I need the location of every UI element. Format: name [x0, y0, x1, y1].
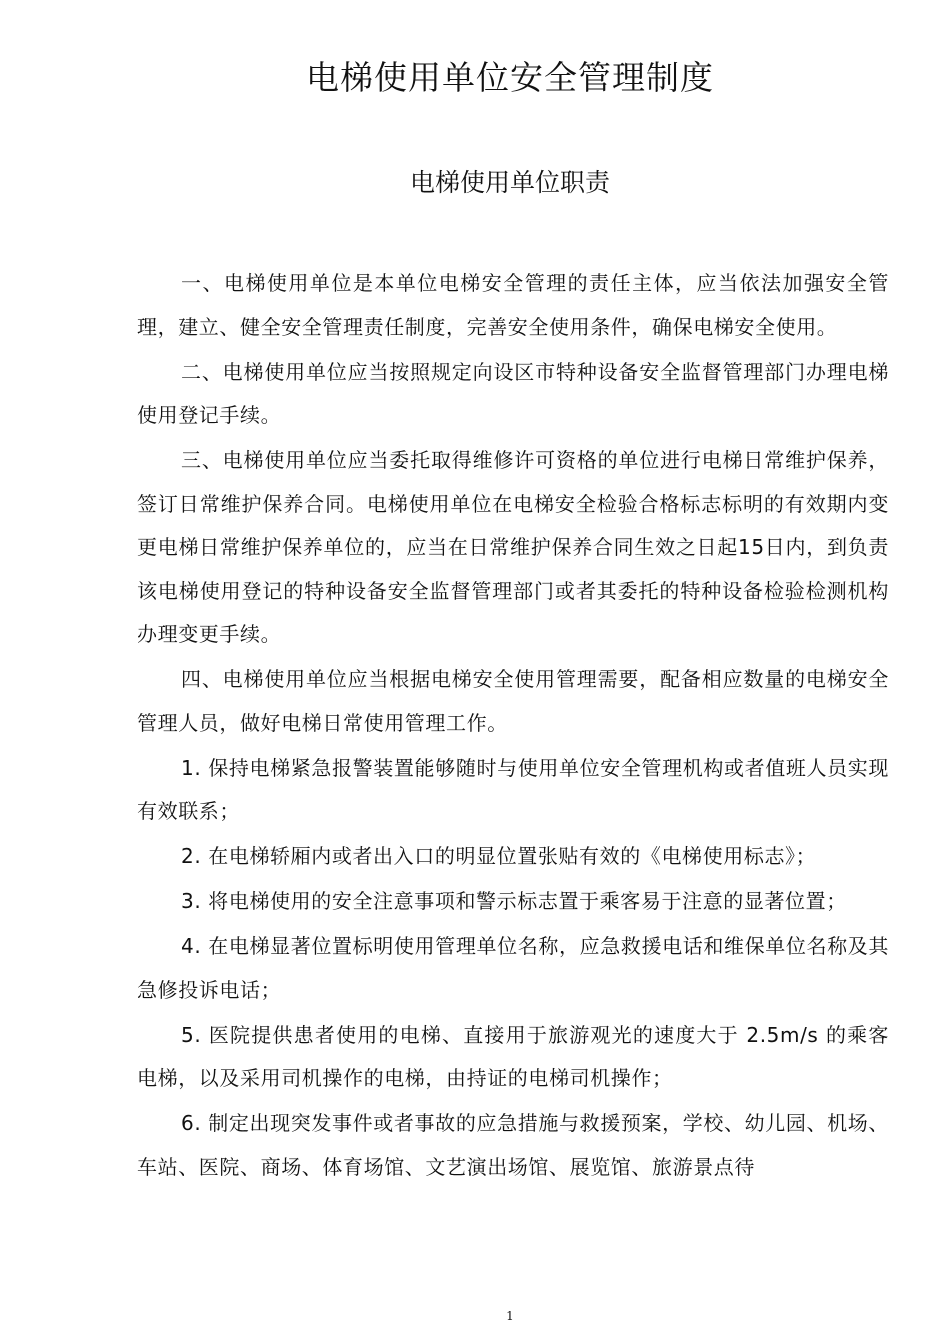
- document-title: 电梯使用单位安全管理制度: [306, 58, 714, 97]
- paragraph-2: 二、电梯使用单位应当按照规定向设区市特种设备安全监督管理部门办理电梯使用登记手续。: [137, 359, 889, 427]
- paragraph-3: 三、电梯使用单位应当委托取得维修许可资格的单位进行电梯日常维护保养，签订日常维护保养合同。电梯使用单位在电梯安全检验合格标志标明的有效期内变更电梯日常维护保养单位的，应当在日常维护保养合同生效之日起15日内，到负责该电梯使用登记的特种设备安全监督管理部门或者其委托的特种设备检验检测机构办理变更手续。: [137, 448, 889, 646]
- list-item-3: 3. 将电梯使用的安全注意事项和警示标志置于乘客易于注意的显著位置；: [181, 889, 847, 913]
- list-item-4: 4. 在电梯显著位置标明使用管理单位名称，应急救援电话和维保单位名称及其急修投诉电话；: [137, 934, 889, 1002]
- list-item-1: 1. 保持电梯紧急报警装置能够随时与使用单位安全管理机构或者值班人员实现有效联系；: [137, 755, 889, 823]
- document-body: [137, 262, 889, 1191]
- list-item-6: 6. 制定出现突发事件或者事故的应急措施与救援预案，学校、幼儿园、机场、车站、医院、商场、体育场馆、文艺演出场馆、展览馆、旅游景点待: [137, 1111, 889, 1179]
- page-number: 1: [506, 1309, 514, 1323]
- section-subtitle: 电梯使用单位职责: [409, 168, 610, 197]
- paragraph-1: 一、电梯使用单位是本单位电梯安全管理的责任主体，应当依法加强安全管理，建立、健全安全管理责任制度，完善安全使用条件，确保电梯安全使用。: [137, 271, 889, 339]
- list-item-5: 5. 医院提供患者使用的电梯、直接用于旅游观光的速度大于 2.5m/s 的乘客电梯，以及采用司机操作的电梯，由持证的电梯司机操作；: [137, 1022, 889, 1090]
- paragraph-4: 四、电梯使用单位应当根据电梯安全使用管理需要，配备相应数量的电梯安全管理人员，做好电梯日常使用管理工作。: [137, 667, 889, 735]
- list-item-2: 2. 在电梯轿厢内或者出入口的明显位置张贴有效的《电梯使用标志》；: [181, 844, 817, 868]
